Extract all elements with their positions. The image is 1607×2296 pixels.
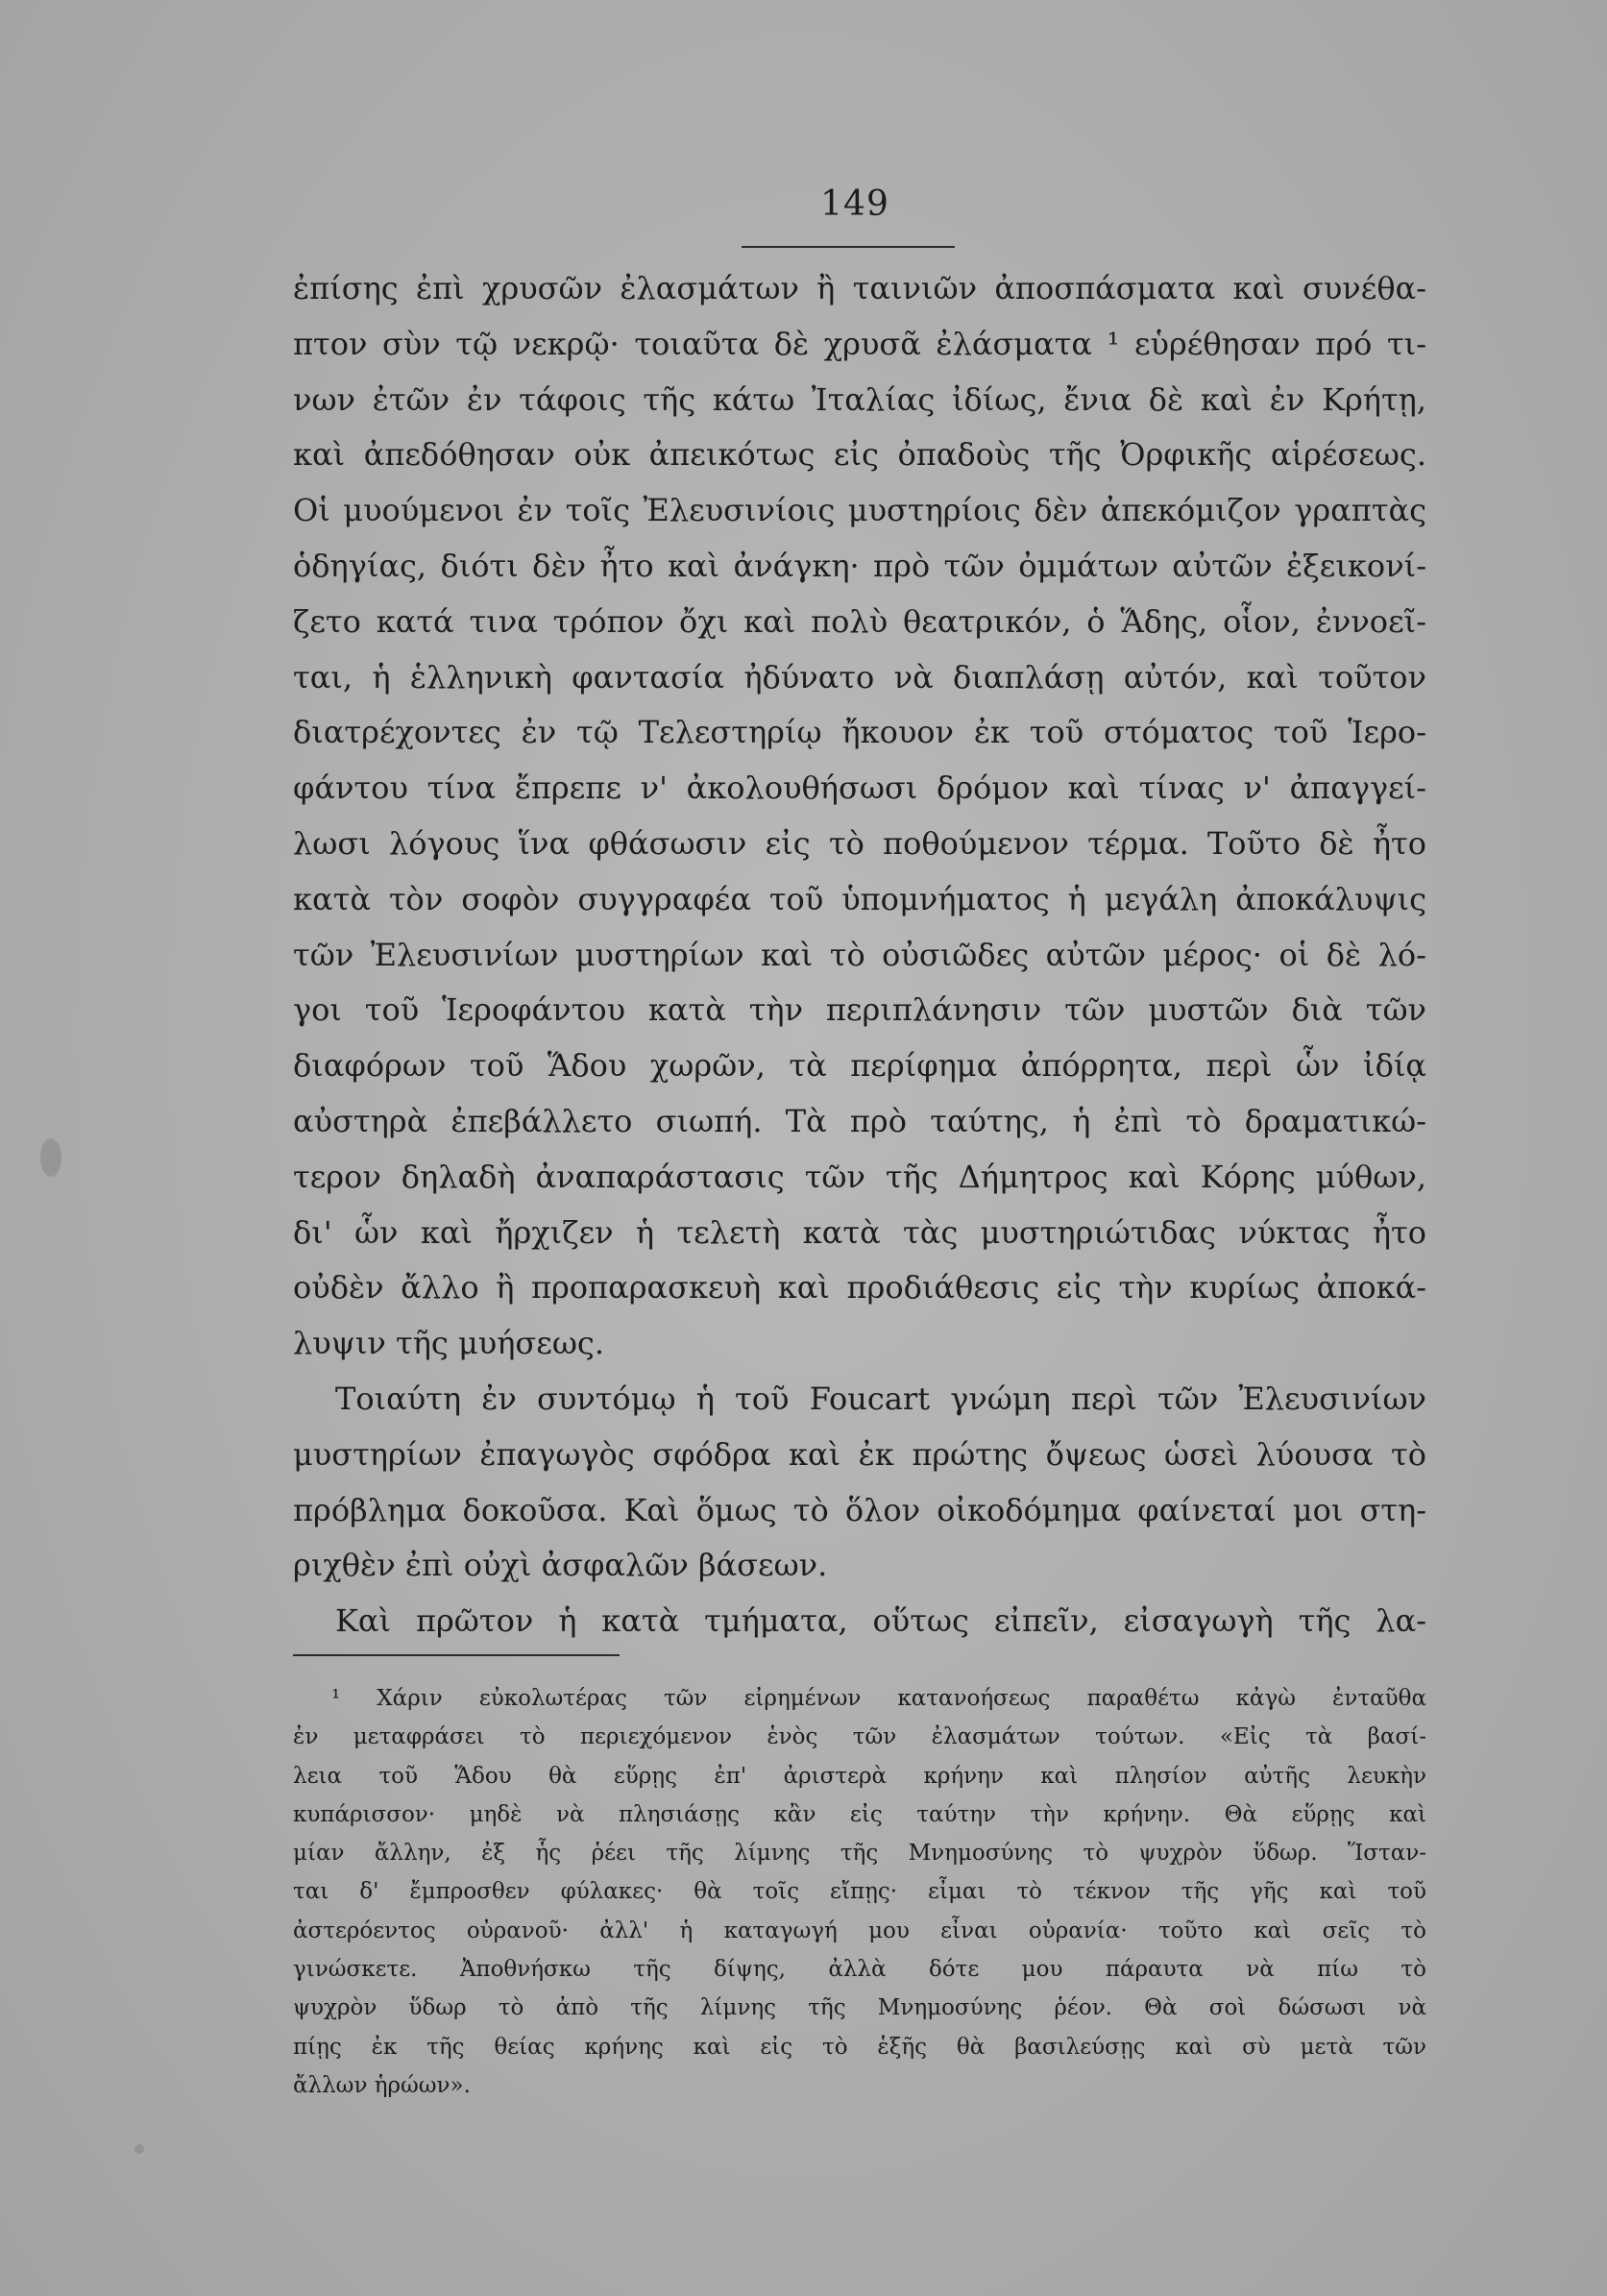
ink-stain	[40, 1138, 61, 1177]
text-line: οὐδὲν ἄλλο ἢ προπαρασκευὴ καὶ προδιάθεσις εἰς τὴν κυρίως ἀποκά-	[293, 1269, 1426, 1307]
text-line: διατρέχοντες ἐν τῷ Τελεστηρίῳ ἤκουον ἐκ τοῦ στόματος τοῦ Ἱερο-	[293, 714, 1426, 751]
text-line: γοι τοῦ Ἱεροφάντου κατὰ τὴν περιπλάνησιν τῶν μυστῶν διὰ τῶν	[293, 991, 1426, 1029]
footnote-line: ται δ' ἔμπροσθεν φύλακες· θὰ τοῖς εἴπῃς· εἶμαι τὸ τέκνον τῆς γῆς καὶ τοῦ	[293, 1879, 1426, 1905]
footnote-line: ἀστερόεντος οὐρανοῦ· ἀλλ' ἡ καταγωγή μου εἶναι οὐρανία· τοῦτο καὶ σεῖς τὸ	[293, 1917, 1426, 1943]
footnote	[293, 1679, 1426, 2105]
text-line: ὁδηγίας, διότι δὲν ἦτο καὶ ἀνάγκη· πρὸ τῶν ὀμμάτων αὐτῶν ἐξεικονί-	[293, 547, 1426, 584]
footnote-line: μίαν ἄλλην, ἐξ ἧς ῥέει τῆς λίμνης τῆς Μνημοσύνης τὸ ψυχρὸν ὕδωρ. Ἵσταν-	[293, 1841, 1426, 1867]
text-line: ζετο κατά τινα τρόπον ὄχι καὶ πολὺ θεατρικόν, ὁ Ἅδης, οἷον, ἐννοεῖ-	[293, 602, 1426, 640]
footnote-line: ἄλλων ἡρώων».	[293, 2072, 471, 2098]
body-text	[293, 261, 1426, 1649]
text-line: αὐστηρὰ ἐπεβάλλετο σιωπή. Τὰ πρὸ ταύτης, ἡ ἐπὶ τὸ δραματικώ-	[293, 1102, 1426, 1139]
footnote-line: λεια τοῦ Ἅδου θὰ εὕρῃς ἐπ' ἀριστερὰ κρήνην καὶ πλησίον αὐτῆς λευκὴν	[293, 1763, 1426, 1789]
footnote-line: γινώσκετε. Ἀποθνήσκω τῆς δίψης, ἀλλὰ δότε μου πάραυτα νὰ πίω τὸ	[293, 1957, 1426, 1983]
ink-stain	[134, 2144, 144, 2154]
text-line: λυψιν τῆς μυήσεως.	[293, 1325, 604, 1362]
text-line: ἐπίσης ἐπὶ χρυσῶν ἐλασμάτων ἢ ταινιῶν ἀποσπάσματα καὶ συνέθα-	[293, 270, 1426, 306]
text-line: φάντου τίνα ἔπρεπε ν' ἀκολουθήσωσι δρόμον καὶ τίνας ν' ἀπαγγεί-	[293, 769, 1426, 807]
footnote-line: ἐν μεταφράσει τὸ περιεχόμενον ἑνὸς τῶν ἐλασμάτων τούτων. «Εἰς τὰ βασί-	[293, 1724, 1426, 1750]
text-line: διαφόρων τοῦ Ἅδου χωρῶν, τὰ περίφημα ἀπόρρητα, περὶ ὧν ἰδίᾳ	[293, 1047, 1426, 1085]
text-line: πρόβλημα δοκοῦσα. Καὶ ὅμως τὸ ὅλον οἰκοδόμημα φαίνεταί μοι στη-	[293, 1491, 1426, 1528]
text-line: τῶν Ἐλευσινίων μυστηρίων καὶ τὸ οὐσιῶδες αὐτῶν μέρος· οἱ δὲ λό-	[293, 936, 1426, 973]
text-line: πτον σὺν τῷ νεκρῷ· τοιαῦτα δὲ χρυσᾶ ἐλάσματα ¹ εὑρέθησαν πρό τι-	[293, 325, 1426, 362]
footnote-line: κυπάρισσον· μηδὲ νὰ πλησιάσῃς κἂν εἰς ταύτην τὴν κρήνην. Θὰ εὕρῃς καὶ	[293, 1801, 1426, 1827]
text-line: ται, ἡ ἑλληνικὴ φαντασία ἠδύνατο νὰ διαπλάσῃ αὐτόν, καὶ τοῦτον	[293, 658, 1426, 696]
text-line: νων ἐτῶν ἐν τάφοις τῆς κάτω Ἰταλίας ἰδίως, ἔνια δὲ καὶ ἐν Κρήτῃ,	[293, 380, 1426, 418]
page-number: 149	[820, 184, 889, 224]
text-line: Καὶ πρῶτον ἡ κατὰ τμήματα, οὕτως εἰπεῖν, εἰσαγωγὴ τῆς λα-	[335, 1602, 1426, 1640]
text-line: Τοιαύτη ἐν συντόμῳ ἡ τοῦ Foucart γνώμη περὶ τῶν Ἐλευσινίων	[335, 1380, 1426, 1417]
text-line: κατὰ τὸν σοφὸν συγγραφέα τοῦ ὑπομνήματος ἡ μεγάλη ἀποκάλυψις	[293, 880, 1426, 917]
text-line: τερον δηλαδὴ ἀναπαράστασις τῶν τῆς Δήμητρος καὶ Κόρης μύθων,	[293, 1158, 1426, 1195]
text-line: μυστηρίων ἐπαγωγὸς σφόδρα καὶ ἐκ πρώτης ὄψεως ὡσεὶ λύουσα τὸ	[293, 1435, 1426, 1473]
text-line: ριχθὲν ἐπὶ οὐχὶ ἀσφαλῶν βάσεων.	[293, 1547, 828, 1584]
text-line: λωσι λόγους ἵνα φθάσωσιν εἰς τὸ ποθούμενον τέρμα. Τοῦτο δὲ ἦτο	[293, 824, 1426, 862]
text-line: Οἱ μυούμενοι ἐν τοῖς Ἐλευσινίοις μυστηρίοις δὲν ἀπεκόμιζον γραπτὰς	[293, 492, 1426, 529]
footnote-line: ¹ Χάριν εὐκολωτέρας τῶν εἰρημένων κατανοήσεως παραθέτω κἀγὼ ἐνταῦθα	[331, 1686, 1426, 1711]
footnote-rule	[293, 1654, 620, 1656]
footnote-line: ψυχρὸν ὕδωρ τὸ ἀπὸ τῆς λίμνης τῆς Μνημοσύνης ῥέον. Θὰ σοὶ δώσωσι νὰ	[293, 1995, 1426, 2021]
header-rule	[742, 246, 955, 248]
footnote-line: πίῃς ἐκ τῆς θείας κρήνης καὶ εἰς τὸ ἑξῆς θὰ βασιλεύσῃς καὶ σὺ μετὰ τῶν	[293, 2034, 1426, 2060]
text-line: καὶ ἀπεδόθησαν οὐκ ἀπεικότως εἰς ὀπαδοὺς τῆς Ὀρφικῆς αἱρέσεως.	[293, 436, 1426, 474]
text-line: δι' ὧν καὶ ἤρχιζεν ἡ τελετὴ κατὰ τὰς μυστηριώτιδας νύκτας ἦτο	[293, 1213, 1426, 1251]
